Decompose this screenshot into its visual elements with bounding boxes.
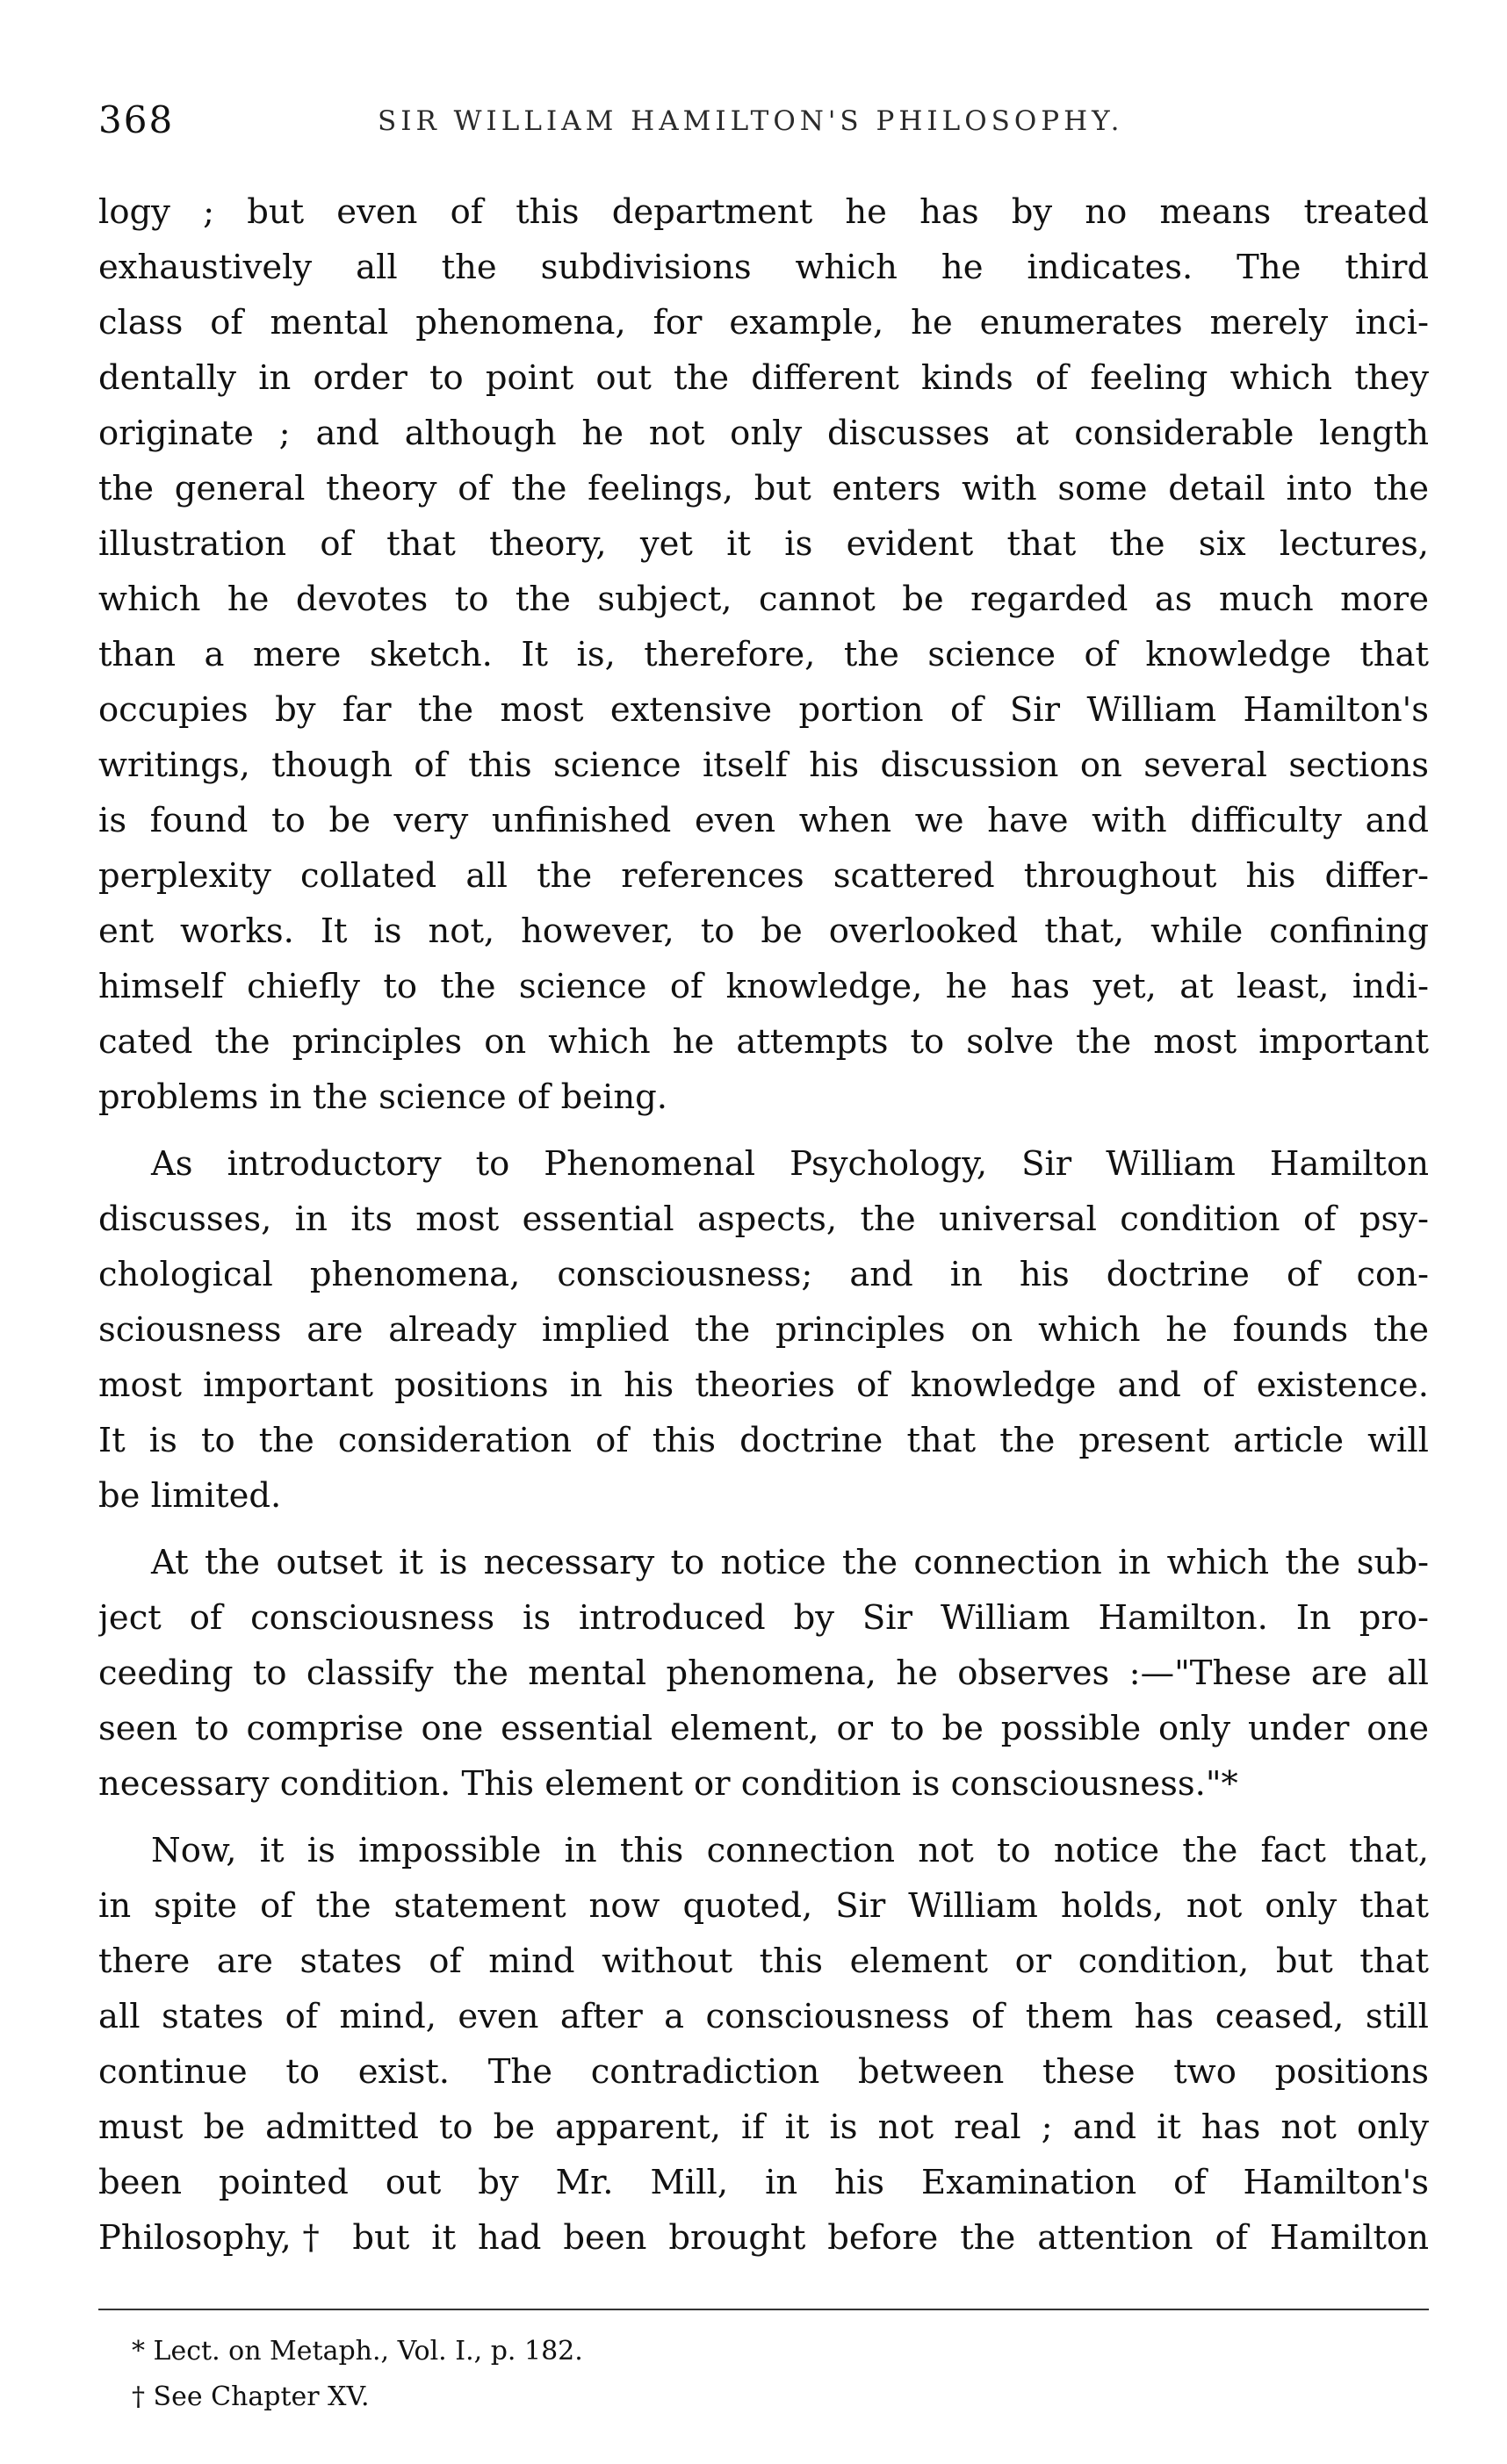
text-line: exhaustively all the subdivisions which he indicates. The third — [98, 248, 1429, 287]
body-text — [98, 184, 1429, 2266]
text-line: necessary condition. This element or condition is consciousness."* — [98, 1764, 1238, 1804]
text-line: most important positions in his theories of knowledge and of existence. — [98, 1365, 1429, 1405]
text-line: logy ; but even of this department he has by no means treated — [98, 192, 1429, 232]
page-header — [98, 98, 1429, 151]
text-line: writings, though of this science itself his discussion on several sections — [98, 746, 1429, 785]
text-line: cated the principles on which he attempts to solve the most important — [98, 1022, 1429, 1062]
text-line: illustration of that theory, yet it is evident that the six lectures, — [98, 524, 1429, 564]
text-line: At the outset it is necessary to notice the connection in which the sub- — [151, 1543, 1429, 1582]
text-line: there are states of mind without this element or condition, but that — [98, 1942, 1429, 1981]
text-line: continue to exist. The contradiction between these two positions — [98, 2052, 1429, 2092]
footnote: † See Chapter XV. — [132, 2381, 370, 2412]
text-line: which he devotes to the subject, cannot be regarded as much more — [98, 580, 1429, 619]
text-line: originate ; and although he not only discusses at considerable length — [98, 414, 1429, 453]
page-number: 368 — [98, 98, 175, 141]
running-head: SIR WILLIAM HAMILTON'S PHILOSOPHY. — [378, 105, 1124, 137]
text-line: class of mental phenomena, for example, he enumerates merely inci- — [98, 303, 1429, 342]
text-line: in spite of the statement now quoted, Sir William holds, not only that — [98, 1886, 1429, 1926]
text-line: all states of mind, even after a consciousness of them has ceased, still — [98, 1997, 1429, 2036]
footnote-divider — [98, 2309, 1429, 2310]
paragraph — [98, 1823, 1429, 2266]
text-line: must be admitted to be apparent, if it is not real ; and it has not only — [98, 2107, 1429, 2147]
text-line: the general theory of the feelings, but enters with some detail into the — [98, 469, 1429, 508]
text-line: Philosophy,† but it had been brought before the attention of Hamilton — [98, 2218, 1429, 2258]
text-line: perplexity collated all the references scattered throughout his differ- — [98, 856, 1429, 896]
text-line: ject of consciousness is introduced by Sir William Hamilton. In pro- — [98, 1598, 1429, 1638]
paragraph — [98, 1535, 1429, 1812]
footnote: * Lect. on Metaph., Vol. I., p. 182. — [132, 2336, 583, 2367]
text-line: chological phenomena, consciousness; and in his doctrine of con- — [98, 1255, 1429, 1294]
text-line: occupies by far the most extensive portion of Sir William Hamilton's — [98, 690, 1429, 730]
text-line: ent works. It is not, however, to be overlooked that, while confining — [98, 911, 1429, 951]
text-line: ceeding to classify the mental phenomena, he observes :—"These are all — [98, 1653, 1429, 1693]
paragraph — [98, 184, 1429, 1125]
text-line: been pointed out by Mr. Mill, in his Examination of Hamilton's — [98, 2163, 1429, 2202]
text-line: discusses, in its most essential aspects, the universal condition of psy- — [98, 1200, 1429, 1239]
text-line: seen to comprise one essential element, or to be possible only under one — [98, 1709, 1429, 1748]
text-line: is found to be very unfinished even when we have with difficulty and — [98, 801, 1429, 840]
text-line: Now, it is impossible in this connection not to notice the fact that, — [151, 1831, 1429, 1870]
text-line: be limited. — [98, 1476, 282, 1516]
text-line: than a mere sketch. It is, therefore, the science of knowledge that — [98, 635, 1429, 674]
footnotes — [132, 2329, 1361, 2420]
text-line: It is to the consideration of this doctrine that the present article will — [98, 1421, 1429, 1460]
text-line: sciousness are already implied the principles on which he founds the — [98, 1310, 1429, 1350]
text-line: As introductory to Phenomenal Psychology, Sir William Hamilton — [151, 1144, 1429, 1184]
text-line: problems in the science of being. — [98, 1077, 667, 1117]
paragraph — [98, 1136, 1429, 1524]
text-line: dentally in order to point out the different kinds of feeling which they — [98, 358, 1429, 398]
text-line: himself chiefly to the science of knowledge, he has yet, at least, indi- — [98, 967, 1429, 1006]
